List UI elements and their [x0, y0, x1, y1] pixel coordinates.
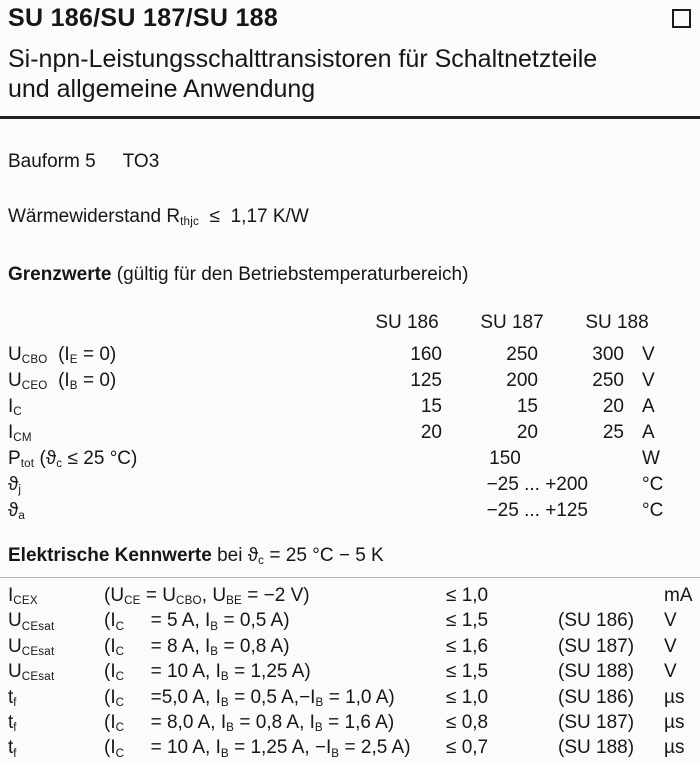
- value-su186: 15: [420, 396, 442, 417]
- table-row-ptot: [8, 446, 696, 472]
- package-info-line: [8, 151, 159, 173]
- parameter-symbol: ICM: [8, 422, 32, 445]
- table-row-tf-2: [8, 710, 698, 735]
- subtitle-line-2: und allgemeine Anwendung: [8, 75, 316, 103]
- shared-value: 150: [489, 448, 521, 469]
- parameter-symbol: tf: [8, 737, 17, 760]
- parameter-symbol: tf: [8, 686, 17, 709]
- bauform-label: Bauform 5: [8, 151, 96, 172]
- test-conditions: (IC = 10 A, IB = 1,25 A): [104, 661, 311, 684]
- unit-cell: µs: [664, 686, 685, 708]
- table-row-icex: [8, 583, 698, 608]
- shared-value: −25 ... +200: [486, 474, 588, 495]
- parameter-symbol: ϑa: [8, 500, 26, 523]
- limits-table: [8, 310, 696, 524]
- page-title: SU 186/SU 187/SU 188: [8, 4, 279, 32]
- limit-value: ≤ 1,0: [446, 686, 489, 708]
- device-variant: (SU 187): [558, 635, 635, 657]
- limit-value: ≤ 0,8: [446, 711, 489, 733]
- electrical-section-heading: Elektrische Kennwerte bei ϑc = 25 °C − 5 K: [8, 545, 384, 568]
- column-header-su186: SU 186: [375, 312, 439, 333]
- value-su188: 25: [602, 422, 624, 443]
- value-su187: 200: [506, 370, 538, 391]
- test-conditions: (IC = 8,0 A, IB = 0,8 A, IB = 1,6 A): [104, 711, 395, 735]
- unit-cell: V: [642, 370, 655, 391]
- value-su187: 20: [516, 422, 538, 443]
- table-row-theta-j: [8, 472, 696, 498]
- test-conditions: (IC = 10 A, IB = 1,25 A, −IB = 2,5 A): [104, 737, 411, 760]
- unit-cell: A: [642, 422, 655, 443]
- device-variant: (SU 187): [558, 711, 635, 733]
- value-su187: 250: [506, 344, 538, 365]
- device-variant: (SU 188): [558, 661, 635, 683]
- parameter-symbol: ϑj: [8, 474, 22, 497]
- unit-cell: V: [664, 635, 677, 657]
- package-name: TO3: [122, 151, 160, 172]
- table-row-uceo: [8, 368, 696, 394]
- limit-value: ≤ 1,6: [446, 635, 489, 657]
- parameter-symbol: IC: [8, 396, 22, 419]
- device-variant: (SU 186): [558, 686, 635, 708]
- shared-value: −25 ... +125: [486, 500, 588, 521]
- limit-value: ≤ 1,5: [446, 661, 489, 683]
- device-variant: (SU 188): [558, 737, 635, 759]
- unit-cell: W: [642, 448, 660, 469]
- value-su186: 20: [420, 422, 442, 443]
- table-row-ucesat-3: [8, 659, 698, 684]
- value-su186: 125: [410, 370, 442, 391]
- electrical-table: [8, 583, 698, 761]
- subtitle-line-1: Si-npn-Leistungsschalttransistoren für Schaltnetzteile: [8, 45, 598, 73]
- section-divider: [0, 577, 700, 578]
- value-su188: 20: [602, 396, 624, 417]
- parameter-symbol: UCBO (IE = 0): [8, 344, 117, 367]
- unit-cell: °C: [642, 474, 664, 495]
- parameter-symbol: UCEsat: [8, 635, 55, 659]
- thermal-resistance-line: Wärmewiderstand Rthjc ≤ 1,17 K/W: [8, 206, 309, 229]
- parameter-symbol: UCEsat: [8, 661, 55, 684]
- table-row-theta-a: [8, 498, 696, 524]
- limit-value: ≤ 1,5: [446, 610, 489, 632]
- test-conditions: (IC = 8 A, IB = 0,8 A): [104, 635, 290, 659]
- unit-cell: mA: [664, 585, 693, 606]
- unit-cell: µs: [664, 711, 685, 733]
- column-header-su188: SU 188: [585, 312, 649, 333]
- test-conditions: (UCE = UCBO, UBE = −2 V): [104, 585, 310, 608]
- test-conditions: (IC = 5 A, IB = 0,5 A): [104, 610, 290, 633]
- unit-cell: A: [642, 396, 655, 417]
- corner-checkbox-icon: [672, 9, 691, 28]
- device-variant: (SU 186): [558, 610, 635, 632]
- limit-value: ≤ 1,0: [446, 585, 489, 606]
- parameter-symbol: tf: [8, 711, 17, 735]
- table-row-ucesat-2: [8, 634, 698, 659]
- table-row-ucbo: [8, 342, 696, 368]
- limit-value: ≤ 0,7: [446, 737, 489, 759]
- device-variant: [558, 583, 654, 611]
- parameter-symbol: UCEO (IB = 0): [8, 370, 117, 393]
- value-su188: 300: [592, 344, 624, 365]
- table-row-tf-1: [8, 685, 698, 710]
- parameter-symbol: Ptot (ϑc ≤ 25 °C): [8, 448, 138, 471]
- value-su187: 15: [516, 396, 538, 417]
- table-row-ic: [8, 394, 696, 420]
- unit-cell: µs: [664, 737, 685, 759]
- table-row-icm: [8, 420, 696, 446]
- parameter-symbol: UCEsat: [8, 610, 55, 633]
- unit-cell: V: [664, 610, 677, 632]
- unit-cell: °C: [642, 500, 664, 521]
- test-conditions: (IC =5,0 A, IB = 0,5 A,−IB = 1,0 A): [104, 686, 395, 709]
- table-row-tf-3: [8, 735, 698, 760]
- empty-cell: [8, 310, 356, 342]
- table-row-ucesat-1: [8, 608, 698, 633]
- limits-header-row: [8, 310, 696, 342]
- unit-cell: V: [642, 344, 655, 365]
- parameter-symbol: ICEX: [8, 585, 38, 608]
- header-divider: [0, 116, 700, 119]
- unit-cell: V: [664, 661, 677, 683]
- value-su186: 160: [410, 344, 442, 365]
- column-header-su187: SU 187: [480, 312, 544, 333]
- limits-section-heading: Grenzwerte (gültig für den Betriebstemperaturbereich): [8, 264, 469, 285]
- page-subtitle: [8, 44, 597, 104]
- value-su188: 250: [592, 370, 624, 391]
